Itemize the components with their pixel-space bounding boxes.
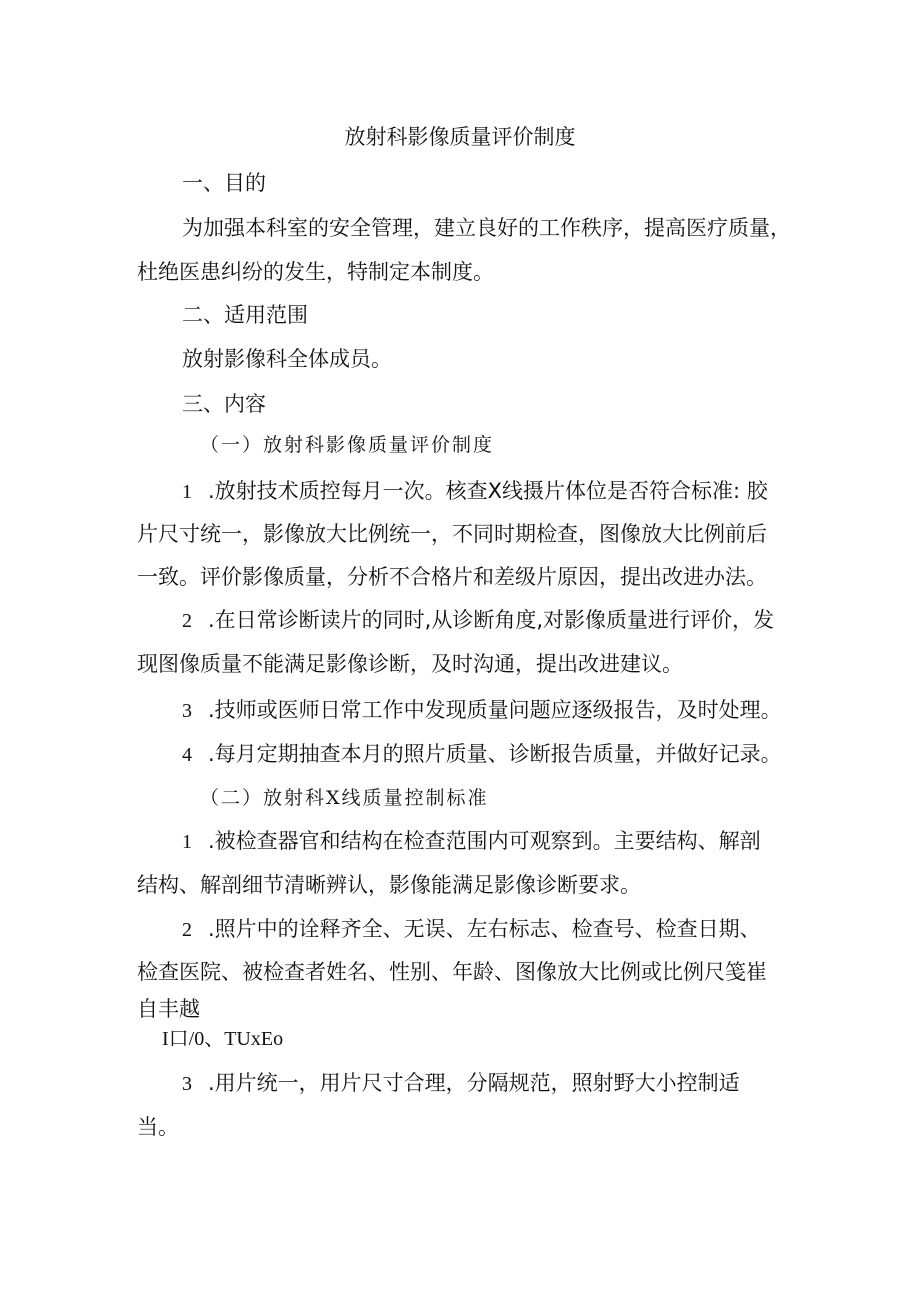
item-text-line-1: .用片统一，用片尺寸合理，分隔规范，照射野大小控制适 xyxy=(208,1071,740,1095)
item-text-line-3: 自丰越 xyxy=(137,997,200,1021)
item-number: 1 xyxy=(182,831,192,853)
item-text-line-1: .在日常诊断读片的同时,从诊断角度,对影像质量进行评价，发 xyxy=(208,608,775,632)
item-text-line-4: I口/0、TUxEo xyxy=(162,1028,284,1050)
item-text-line-1: .照片中的诠释齐全、无误、左右标志、检查号、检查日期、 xyxy=(208,917,761,941)
list-item xyxy=(182,826,761,857)
scope-paragraph: 放射影像科全体成员。 xyxy=(182,347,392,371)
purpose-paragraph-line-2: 杜绝医患纠纷的发生，特制定本制度。 xyxy=(137,260,494,284)
item-number: 2 xyxy=(182,919,192,941)
section-heading-content: 三、内容 xyxy=(182,392,266,416)
section-heading-purpose: 一、目的 xyxy=(182,171,266,195)
subsection-heading-standards: （二）放射科X线质量控制标准 xyxy=(200,787,489,809)
subsection-heading-evaluation: （一）放射科影像质量评价制度 xyxy=(200,434,495,456)
item-text-line-3: 一致。评价影像质量，分析不合格片和差级片原因，提出改进办法。 xyxy=(137,565,767,589)
list-item xyxy=(182,476,768,507)
document-title: 放射科影像质量评价制度 xyxy=(344,125,576,149)
list-item xyxy=(182,914,761,945)
item-text-line-1: .放射技术质控每月一次。核查X线摄片体位是否符合标准: 胶 xyxy=(208,479,768,503)
item-text-line-1: .技师或医师日常工作中发现质量问题应逐级报告，及时处理。 xyxy=(208,698,782,722)
purpose-paragraph-line-1: 为加强本科室的安全管理，建立良好的工作秩序，提高医疗质量， xyxy=(182,216,791,240)
item-number: 1 xyxy=(182,481,192,503)
list-item xyxy=(182,605,774,636)
item-number: 3 xyxy=(182,700,192,722)
item-text-line-2: 结构、解剖细节清晰辨认，影像能满足影像诊断要求。 xyxy=(137,873,641,897)
item-text-line-2: 现图像质量不能满足影像诊断，及时沟通，提出改进建议。 xyxy=(137,652,683,676)
item-text-line-2: 片尺寸统一，影像放大比例统一，不同时期检查，图像放大比例前后 xyxy=(137,522,767,546)
list-item xyxy=(182,1068,740,1099)
list-item xyxy=(182,695,782,726)
item-text-line-2: 检查医院、被检查者姓名、性别、年龄、图像放大比例或比例尺笺崔 xyxy=(137,960,767,984)
list-item xyxy=(182,739,782,770)
item-number: 2 xyxy=(182,610,192,632)
item-number: 4 xyxy=(182,744,192,766)
section-heading-scope: 二、适用范围 xyxy=(182,303,308,327)
item-text-line-2: 当。 xyxy=(137,1115,179,1139)
item-text-line-1: .每月定期抽查本月的照片质量、诊断报告质量，并做好记录。 xyxy=(208,742,782,766)
item-text-line-1: .被检查器官和结构在检查范围内可观察到。主要结构、解剖 xyxy=(208,829,761,853)
item-number: 3 xyxy=(182,1073,192,1095)
